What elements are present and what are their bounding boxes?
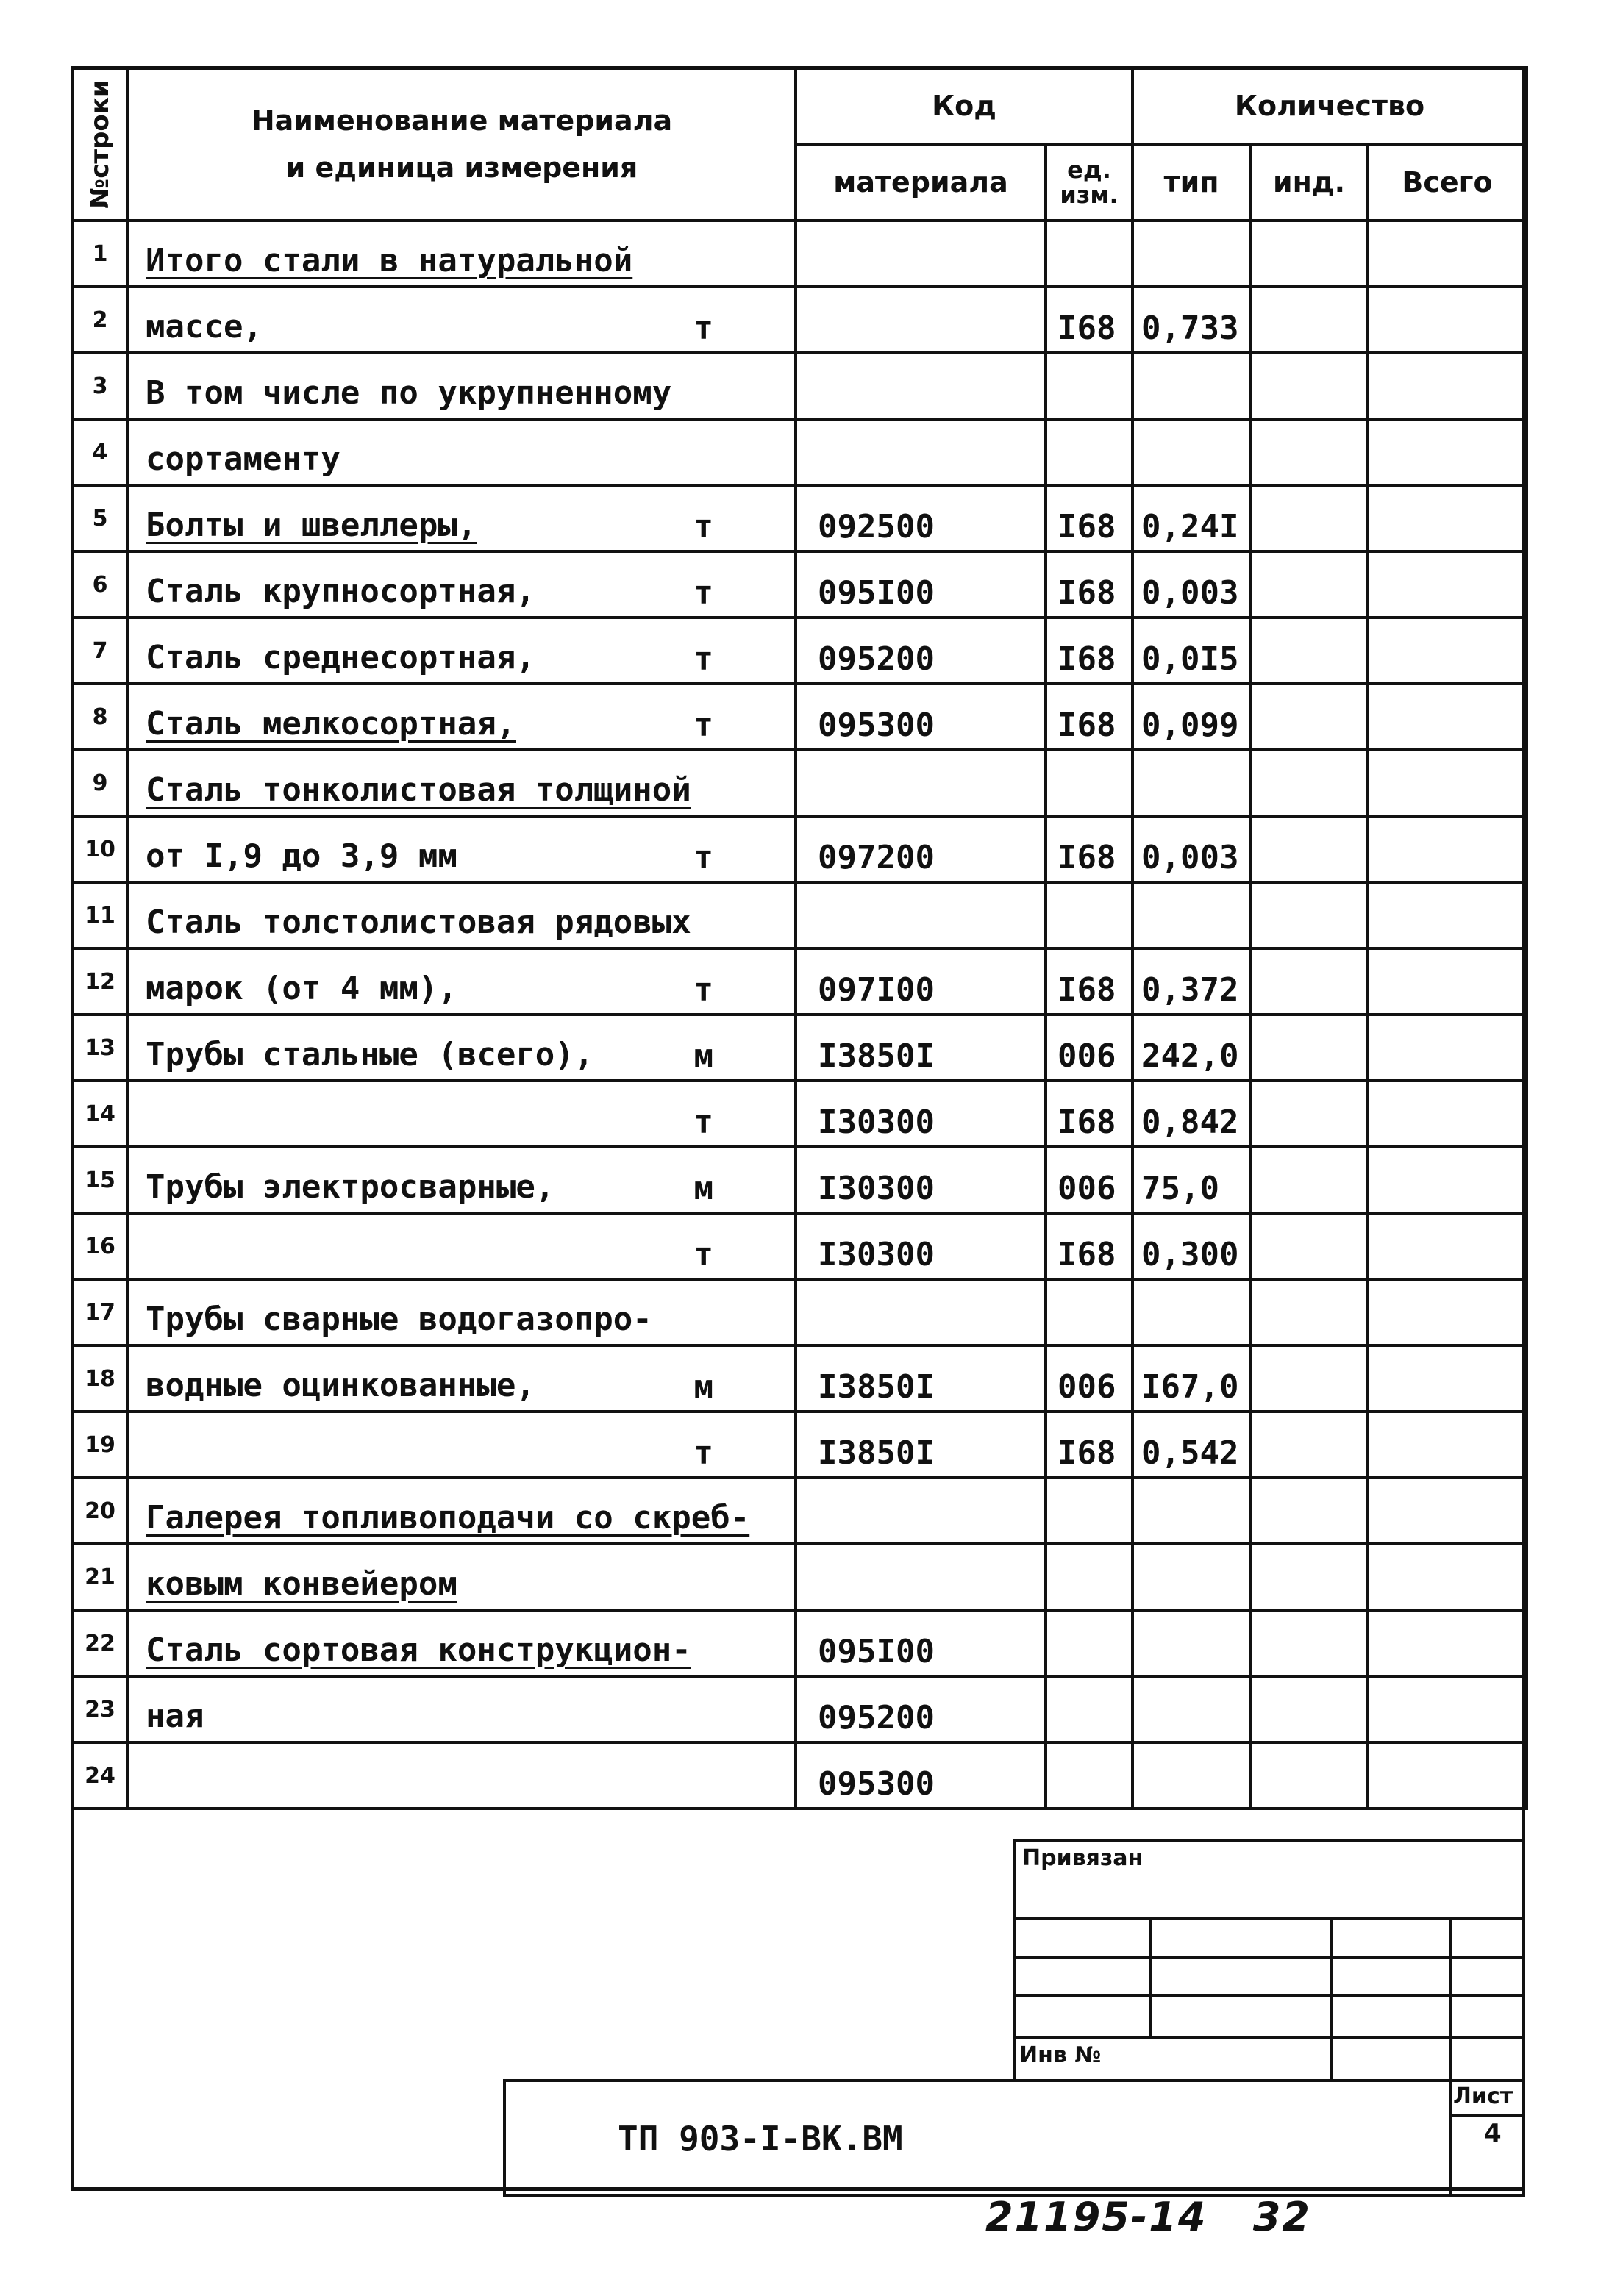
title-block-line [1449,2114,1525,2117]
unit-code: I68 [1057,1236,1116,1273]
unit-code-cell [1046,684,1132,750]
qty-total-cell [1368,1412,1527,1478]
measure-unit: т [693,640,713,678]
unit-code-cell [1046,816,1132,882]
material-name-cell [128,1610,796,1676]
table-row [72,882,1527,948]
qty-type-cell [1132,419,1250,485]
qty-type-value: 242,0 [1141,1037,1239,1075]
material-name-cell [128,1478,796,1544]
row-number: 5 [72,485,128,551]
row-number: 24 [72,1742,128,1809]
qty-type-cell [1132,1213,1250,1279]
unit-code-header: ед. изм. [1046,144,1132,221]
material-name: Сталь среднесортная, [146,639,535,676]
table-row [72,1742,1527,1809]
row-number: 2 [72,287,128,353]
row-number: 15 [72,1147,128,1213]
material-code-cell [796,1015,1046,1081]
table-row [72,1147,1527,1213]
table-row [72,948,1527,1015]
material-name-cell [128,551,796,618]
row-number: 16 [72,1213,128,1279]
material-code-cell [796,419,1046,485]
table-row [72,353,1527,419]
stamp-line [1449,1917,1452,2082]
qty-type-value: 0,542 [1141,1434,1239,1472]
qty-type-cell [1132,1015,1250,1081]
row-number: 20 [72,1478,128,1544]
qty-total-cell [1368,1345,1527,1412]
title-block-line [1449,2079,1452,2197]
qty-type-cell [1132,1412,1250,1478]
measure-unit: м [693,1170,713,1207]
material-code: 095300 [818,707,935,744]
table-row [72,1610,1527,1676]
qty-ind-cell [1250,1213,1368,1279]
material-code-cell [796,750,1046,816]
unit-code: I68 [1057,707,1116,744]
unit-code-cell [1046,419,1132,485]
qty-total-cell [1368,750,1527,816]
qty-total-cell [1368,618,1527,684]
qty-total-cell [1368,485,1527,551]
unit-code-cell [1046,287,1132,353]
material-name: Трубы электросварные, [146,1168,555,1206]
row-number-header: №строки [72,68,128,221]
qty-total-cell [1368,551,1527,618]
row-number: 23 [72,1676,128,1742]
material-name: Трубы сварные водогазопро- [146,1301,652,1338]
material-code-cell [796,816,1046,882]
material-code-cell [796,1213,1046,1279]
table-row [72,1213,1527,1279]
material-code-cell [796,882,1046,948]
qty-type-value: 0,003 [1141,839,1239,876]
material-code-cell [796,684,1046,750]
table-row [72,287,1527,353]
qty-total-cell [1368,684,1527,750]
material-code: 095200 [818,640,935,678]
material-name-cell [128,1544,796,1610]
unit-code-cell [1046,1081,1132,1147]
measure-unit: т [693,1434,713,1472]
material-name-cell [128,485,796,551]
qty-ind-cell [1250,485,1368,551]
qty-type-cell [1132,485,1250,551]
row-number: 7 [72,618,128,684]
qty-ind-cell [1250,1081,1368,1147]
qty-type-cell [1132,882,1250,948]
table-row [72,684,1527,750]
qty-type-cell [1132,1147,1250,1213]
qty-type-cell [1132,1279,1250,1345]
unit-code-cell [1046,1544,1132,1610]
qty-ind-cell [1250,948,1368,1015]
measure-unit: т [693,707,713,744]
unit-code-cell [1046,1478,1132,1544]
qty-ind-cell [1250,882,1368,948]
unit-code-cell [1046,1676,1132,1742]
measure-unit: т [693,574,713,612]
unit-code-cell [1046,1742,1132,1809]
material-code-cell [796,618,1046,684]
unit-code: I68 [1057,640,1116,678]
measure-unit: т [693,839,713,876]
material-code-cell [796,1279,1046,1345]
qty-ind-cell [1250,1147,1368,1213]
material-name: Итого стали в натуральной [146,242,633,279]
qty-type-value: 0,24I [1141,508,1239,546]
qty-type-cell [1132,221,1250,287]
material-name-cell [128,1213,796,1279]
inventory-number-label: Инв № [1019,2042,1102,2068]
row-number: 13 [72,1015,128,1081]
unit-code-cell [1046,750,1132,816]
material-name: Болты и швеллеры, [146,507,477,544]
qty-ind-header: инд. [1250,144,1368,221]
unit-code: 006 [1057,1368,1116,1406]
material-name-cell [128,750,796,816]
qty-total-cell [1368,1544,1527,1610]
material-name-cell [128,419,796,485]
table-row [72,1676,1527,1742]
qty-type-value: 0,099 [1141,707,1239,744]
measure-unit: т [693,508,713,546]
material-name: Сталь тонколистовая толщиной [146,771,691,809]
quantity-group-header: Количество [1132,68,1527,144]
unit-code-cell [1046,485,1132,551]
qty-type-cell [1132,684,1250,750]
material-code: 095300 [818,1765,935,1803]
material-code: I30300 [818,1104,935,1141]
qty-total-cell [1368,1147,1527,1213]
table-row [72,419,1527,485]
material-name: марок (от 4 мм), [146,970,457,1007]
stamp-line [1149,1917,1152,2036]
qty-ind-cell [1250,1742,1368,1809]
qty-type-cell [1132,750,1250,816]
qty-type-value: 0,842 [1141,1104,1239,1141]
qty-ind-cell [1250,618,1368,684]
table-row [72,1015,1527,1081]
qty-total-cell [1368,1213,1527,1279]
row-number: 8 [72,684,128,750]
unit-code-cell [1046,353,1132,419]
qty-type-cell [1132,1081,1250,1147]
row-number: 21 [72,1544,128,1610]
material-name-cell [128,287,796,353]
qty-type-value: 75,0 [1141,1170,1219,1207]
qty-type-cell [1132,1544,1250,1610]
qty-total-cell [1368,1676,1527,1742]
qty-type-cell [1132,1478,1250,1544]
sheet-number: 4 [1484,2119,1502,2148]
material-name: Трубы стальные (всего), [146,1036,594,1073]
qty-type-cell [1132,1676,1250,1742]
qty-ind-cell [1250,1676,1368,1742]
material-name: Сталь сортовая конструкцион- [146,1631,691,1669]
row-number: 14 [72,1081,128,1147]
unit-code: I68 [1057,574,1116,612]
material-name-cell [128,1345,796,1412]
material-name-cell [128,1081,796,1147]
material-name-cell [128,816,796,882]
material-code-cell [796,221,1046,287]
qty-type-cell [1132,1742,1250,1809]
measure-unit: м [693,1037,713,1075]
qty-type-cell [1132,618,1250,684]
material-name-cell [128,1147,796,1213]
unit-code: I68 [1057,508,1116,546]
footer-handwritten-note: 21195-14 32 [985,2194,1311,2240]
material-code: I3850I [818,1368,935,1406]
qty-total-cell [1368,1081,1527,1147]
material-code: 092500 [818,508,935,546]
material-name-cell [128,1742,796,1809]
qty-ind-cell [1250,1279,1368,1345]
qty-total-cell [1368,948,1527,1015]
unit-code: I68 [1057,839,1116,876]
material-name: водные оцинкованные, [146,1367,535,1404]
unit-code-cell [1046,618,1132,684]
material-code-cell [796,1345,1046,1412]
table-row [72,221,1527,287]
material-code-cell [796,1147,1046,1213]
material-code-cell [796,1081,1046,1147]
qty-type-cell [1132,1610,1250,1676]
material-name: Галерея топливоподачи со скреб- [146,1499,750,1537]
qty-ind-cell [1250,353,1368,419]
material-name-cell [128,684,796,750]
qty-type-cell [1132,816,1250,882]
qty-ind-cell [1250,1544,1368,1610]
qty-ind-cell [1250,1610,1368,1676]
row-number: 18 [72,1345,128,1412]
row-number: 10 [72,816,128,882]
material-name-cell [128,221,796,287]
qty-ind-cell [1250,1345,1368,1412]
material-name: сортаменту [146,440,340,478]
qty-type-cell [1132,551,1250,618]
row-number: 17 [72,1279,128,1345]
material-name: ная [146,1698,204,1735]
material-code-cell [796,1742,1046,1809]
unit-code-cell [1046,1213,1132,1279]
unit-code: I68 [1057,310,1116,347]
qty-total-cell [1368,287,1527,353]
unit-code-cell [1046,1412,1132,1478]
measure-unit: м [693,1368,713,1406]
qty-type-cell [1132,287,1250,353]
material-code: I3850I [818,1434,935,1472]
table-row [72,1345,1527,1412]
material-name: массе, [146,308,263,346]
measure-unit: т [693,971,713,1009]
table-body [72,221,1527,1809]
unit-code-cell [1046,1345,1132,1412]
material-code-cell [796,551,1046,618]
unit-code-cell [1046,882,1132,948]
qty-ind-cell [1250,1412,1368,1478]
material-code-cell [796,1544,1046,1610]
qty-type-value: 0,300 [1141,1236,1239,1273]
qty-ind-cell [1250,816,1368,882]
qty-total-cell [1368,816,1527,882]
table-row [72,551,1527,618]
unit-code-cell [1046,1610,1132,1676]
measure-unit: т [693,310,713,347]
qty-ind-cell [1250,287,1368,353]
row-number: 6 [72,551,128,618]
material-code-cell [796,287,1046,353]
material-code: 095I00 [818,1633,935,1670]
qty-ind-cell [1250,1015,1368,1081]
qty-type-cell [1132,948,1250,1015]
material-code: 095200 [818,1699,935,1737]
row-number: 12 [72,948,128,1015]
material-name-cell [128,1015,796,1081]
material-name: ковым конвейером [146,1565,457,1603]
material-code: I30300 [818,1236,935,1273]
material-name-cell [128,618,796,684]
measure-unit: т [693,1104,713,1141]
table-row [72,1544,1527,1610]
qty-ind-cell [1250,221,1368,287]
qty-ind-cell [1250,750,1368,816]
unit-code-cell [1046,948,1132,1015]
measure-unit: т [693,1236,713,1273]
material-name: Сталь крупносортная, [146,573,535,610]
qty-ind-cell [1250,551,1368,618]
material-name-cell [128,948,796,1015]
name-column-header: Наименование материала и единица измерения [128,68,796,221]
qty-type-value: 0,733 [1141,310,1239,347]
unit-code-cell [1046,1279,1132,1345]
qty-total-header: Всего [1368,144,1527,221]
material-code: I3850I [818,1037,935,1075]
unit-code: I68 [1057,1434,1116,1472]
material-code-cell [796,353,1046,419]
qty-total-cell [1368,1015,1527,1081]
table-row [72,618,1527,684]
material-name-cell [128,1279,796,1345]
material-name-cell [128,353,796,419]
material-code: I30300 [818,1170,935,1207]
material-name: Сталь толстолистовая рядовых [146,904,691,941]
row-number: 19 [72,1412,128,1478]
material-code-cell [796,1676,1046,1742]
unit-code-cell [1046,1015,1132,1081]
unit-code: 006 [1057,1037,1116,1075]
qty-type-cell [1132,1345,1250,1412]
qty-type-cell [1132,353,1250,419]
material-name: В том числе по укрупненному [146,374,672,412]
qty-total-cell [1368,882,1527,948]
attached-label: Привязан [1022,1845,1144,1871]
row-number: 9 [72,750,128,816]
unit-code-cell [1046,551,1132,618]
materials-table [71,66,1528,1810]
table-row [72,750,1527,816]
material-name: Сталь мелкосортная, [146,705,516,743]
qty-total-cell [1368,353,1527,419]
unit-code-cell [1046,1147,1132,1213]
qty-total-cell [1368,1478,1527,1544]
qty-type-value: I67,0 [1141,1368,1239,1406]
qty-total-cell [1368,419,1527,485]
code-group-header: Код [796,68,1132,144]
material-name-cell [128,1676,796,1742]
table-row [72,1279,1527,1345]
material-name-cell [128,882,796,948]
unit-code-cell [1046,221,1132,287]
row-number: 11 [72,882,128,948]
unit-code: 006 [1057,1170,1116,1207]
row-number: 4 [72,419,128,485]
table-row [72,1081,1527,1147]
qty-type-value: 0,003 [1141,574,1239,612]
qty-total-cell [1368,1279,1527,1345]
table-row [72,1412,1527,1478]
material-name: от I,9 до 3,9 мм [146,837,457,875]
material-code-cell [796,948,1046,1015]
qty-total-cell [1368,1742,1527,1809]
material-code-cell [796,485,1046,551]
material-code-cell [796,1478,1046,1544]
qty-type-value: 0,0I5 [1141,640,1239,678]
qty-ind-cell [1250,684,1368,750]
material-code-cell [796,1610,1046,1676]
material-code: 095I00 [818,574,935,612]
unit-code: I68 [1057,1104,1116,1141]
material-code-header: материала [796,144,1046,221]
row-number: 1 [72,221,128,287]
document-code: ТП 903-I-ВК.ВМ [618,2119,903,2159]
qty-total-cell [1368,221,1527,287]
row-number: 22 [72,1610,128,1676]
row-number: 3 [72,353,128,419]
stamp-line [1330,1917,1333,2082]
table-row [72,485,1527,551]
table-row [72,1478,1527,1544]
qty-ind-cell [1250,1478,1368,1544]
qty-ind-cell [1250,419,1368,485]
qty-total-cell [1368,1610,1527,1676]
qty-type-header: тип [1132,144,1250,221]
material-code-cell [796,1412,1046,1478]
sheet-label: Лист [1453,2084,1513,2109]
unit-code: I68 [1057,971,1116,1009]
table-row [72,816,1527,882]
material-name-cell [128,1412,796,1478]
material-code: 097200 [818,839,935,876]
material-code: 097I00 [818,971,935,1009]
qty-type-value: 0,372 [1141,971,1239,1009]
